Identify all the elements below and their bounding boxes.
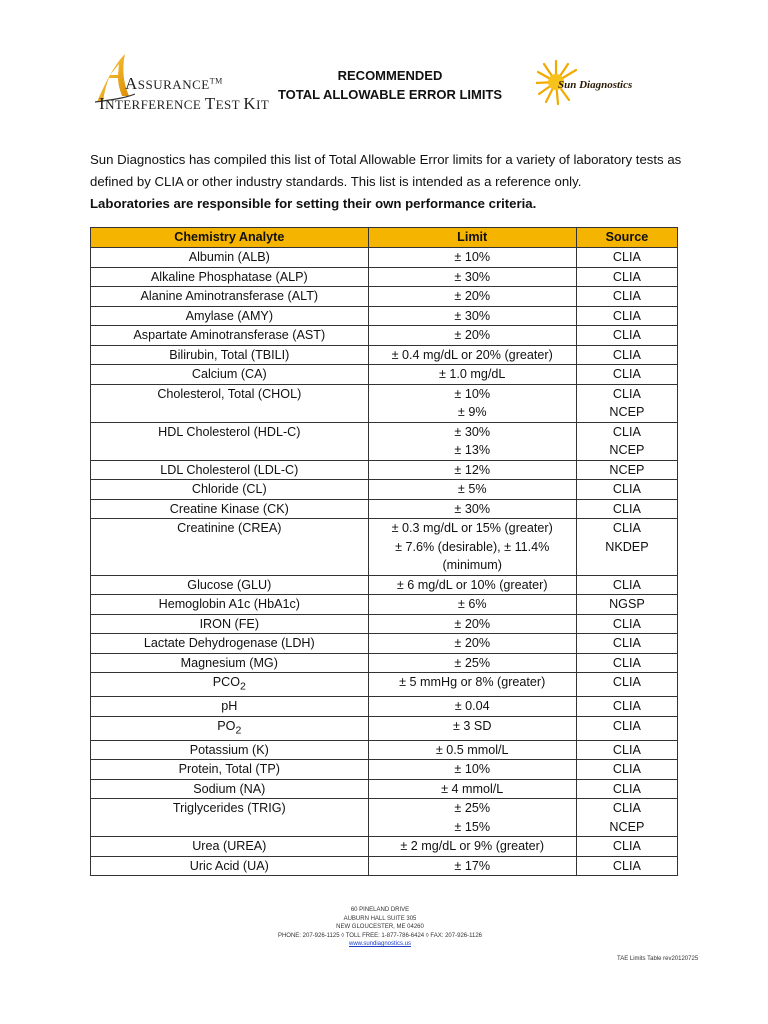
limit-value: ± 5 mmHg or 8% (greater): [399, 675, 546, 689]
source-cell: [576, 384, 677, 422]
limit-value: ± 30%: [454, 269, 491, 284]
limit-value: ± 13%: [454, 443, 491, 457]
source-cell: [576, 653, 677, 673]
table-row: [91, 799, 678, 837]
analyte-subscript: 2: [240, 680, 246, 693]
source-cell: [576, 326, 677, 346]
limit-cell: [368, 345, 576, 365]
limit-value: ± 2 mg/dL or 9% (greater): [400, 839, 545, 854]
analyte-cell: [91, 460, 369, 480]
limit-cell: [368, 326, 576, 346]
analyte-cell: [91, 422, 369, 460]
limit-value: ± 30%: [454, 501, 491, 516]
limit-cell: [368, 595, 576, 615]
limit-value: ± 30%: [454, 308, 491, 323]
source-value: CLIA: [612, 347, 641, 362]
source-value: NCEP: [609, 819, 645, 834]
source-cell: [576, 345, 677, 365]
source-value: CLIA: [612, 328, 641, 342]
source-cell: [576, 267, 677, 287]
source-cell: [576, 595, 677, 615]
limit-value: ± 10%: [454, 386, 491, 401]
source-value: CLIA: [612, 616, 641, 631]
source-value: CLIA: [612, 801, 641, 816]
header-analyte: Chemistry Analyte: [91, 228, 369, 248]
table-row: [91, 614, 678, 634]
table-header-row: [91, 228, 678, 248]
analyte-name: Alanine Aminotransferase (ALT): [140, 289, 319, 303]
limit-value: ± 3 SD: [453, 718, 492, 733]
source-value: NGSP: [609, 597, 645, 611]
limit-cell: [368, 779, 576, 799]
analyte-cell: [91, 634, 369, 654]
limit-value: ± 20%: [454, 616, 491, 631]
table-row: [91, 697, 678, 717]
revision-label: TAE Limits Table rev20120725: [617, 956, 699, 962]
source-cell: [576, 697, 677, 717]
analyte-name: Cholesterol, Total (CHOL): [157, 386, 302, 401]
analyte-name: PO: [217, 718, 236, 733]
analyte-cell: [91, 614, 369, 634]
source-cell: [576, 575, 677, 595]
source-cell: [576, 287, 677, 307]
limit-cell: [368, 740, 576, 760]
limit-value: ± 4 mmol/L: [441, 781, 504, 796]
source-cell: [576, 519, 677, 576]
title-line-1: RECOMMENDED: [337, 68, 443, 83]
analyte-name: Glucose (GLU): [187, 577, 272, 592]
sun-diagnostics-name: Sun Diagnostics: [558, 79, 633, 91]
limit-value: ± 20%: [454, 289, 491, 303]
source-value: CLIA: [612, 521, 641, 535]
source-value: CLIA: [612, 577, 641, 592]
source-cell: [576, 422, 677, 460]
table-row: [91, 267, 678, 287]
analyte-name: Chloride (CL): [191, 482, 267, 496]
table-row: [91, 653, 678, 673]
table-row: [91, 345, 678, 365]
limit-cell: [368, 634, 576, 654]
header-source: Source: [576, 228, 677, 248]
document-title: [270, 66, 510, 104]
limit-cell: [368, 460, 576, 480]
source-value: NCEP: [609, 443, 645, 457]
table-row: [91, 326, 678, 346]
tae-limits-table: [90, 227, 678, 876]
source-cell: [576, 460, 677, 480]
table-row: [91, 595, 678, 615]
analyte-cell: [91, 760, 369, 780]
analyte-name: Alkaline Phosphatase (ALP): [150, 269, 308, 284]
table-row: [91, 384, 678, 422]
source-cell: [576, 837, 677, 857]
source-cell: [576, 634, 677, 654]
intro-bold-text: Laboratories are responsible for setting their own performance criteria.: [90, 196, 537, 211]
limit-cell: [368, 248, 576, 268]
limit-cell: [368, 306, 576, 326]
table-row: [91, 499, 678, 519]
intro-text: Sun Diagnostics has compiled this list of Total Allowable Error limits for a variety of laboratory tests as defined by CLIA or other industry standards. This list is intended as a reference only.: [90, 152, 682, 189]
analyte-cell: [91, 595, 369, 615]
limit-value: ± 12%: [454, 462, 491, 477]
analyte-cell: [91, 779, 369, 799]
table-row: [91, 519, 678, 576]
analyte-cell: [91, 837, 369, 857]
analyte-cell: [91, 740, 369, 760]
table-row: [91, 480, 678, 500]
source-value: CLIA: [612, 308, 641, 323]
limit-value: ± 15%: [454, 819, 491, 834]
limit-cell: [368, 519, 576, 576]
limit-cell: [368, 673, 576, 697]
analyte-cell: [91, 575, 369, 595]
source-value: CLIA: [612, 367, 641, 381]
analyte-cell: [91, 499, 369, 519]
limit-value: ± 6%: [457, 597, 487, 611]
analyte-name: PCO: [212, 675, 241, 689]
source-value: CLIA: [612, 269, 641, 284]
limit-cell: [368, 267, 576, 287]
limit-value: (minimum): [442, 558, 502, 572]
table-row: [91, 779, 678, 799]
analyte-cell: [91, 673, 369, 697]
analyte-name: Urea (UREA): [192, 839, 267, 854]
source-value: CLIA: [612, 482, 641, 496]
limit-cell: [368, 697, 576, 717]
analyte-name: Creatine Kinase (CK): [169, 501, 289, 516]
source-cell: [576, 740, 677, 760]
table-row: [91, 422, 678, 460]
source-cell: [576, 365, 677, 385]
table-body: [91, 248, 678, 876]
analyte-cell: [91, 306, 369, 326]
source-cell: [576, 673, 677, 697]
limit-value: ± 0.3 mg/dL or 15% (greater): [391, 521, 553, 535]
table-row: [91, 287, 678, 307]
analyte-name: IRON (FE): [199, 616, 260, 631]
limit-value: ± 5%: [457, 482, 487, 496]
limit-cell: [368, 384, 576, 422]
source-value: CLIA: [612, 742, 641, 757]
source-cell: [576, 248, 677, 268]
analyte-cell: [91, 856, 369, 876]
limit-cell: [368, 614, 576, 634]
analyte-cell: [91, 653, 369, 673]
limit-cell: [368, 799, 576, 837]
limit-value: ± 7.6% (desirable), ± 11.4%: [395, 539, 550, 554]
address-line: AUBURN HALL SUITE 305: [343, 915, 417, 922]
limit-value: ± 25%: [454, 801, 491, 816]
analyte-name: Aspartate Aminotransferase (AST): [133, 328, 326, 342]
source-value: CLIA: [612, 839, 641, 854]
source-value: CLIA: [612, 289, 641, 303]
analyte-cell: [91, 716, 369, 740]
analyte-name: Bilirubin, Total (TBILI): [169, 347, 290, 362]
table-row: [91, 856, 678, 876]
analyte-cell: [91, 267, 369, 287]
footer-address: [230, 906, 530, 949]
header-limit: Limit: [368, 228, 576, 248]
limit-value: ± 6 mg/dL or 10% (greater): [396, 577, 548, 592]
limit-cell: [368, 480, 576, 500]
table-row: [91, 760, 678, 780]
intro-paragraph: [90, 149, 690, 215]
limit-cell: [368, 365, 576, 385]
source-value: CLIA: [612, 858, 641, 873]
source-cell: [576, 716, 677, 740]
analyte-cell: [91, 799, 369, 837]
source-cell: [576, 306, 677, 326]
table-row: [91, 575, 678, 595]
table-row: [91, 740, 678, 760]
analyte-cell: [91, 326, 369, 346]
limit-value: ± 10%: [454, 250, 491, 264]
analyte-name: Hemoglobin A1c (HbA1c): [158, 597, 300, 611]
address-line: NEW GLOUCESTER, ME 04260: [336, 924, 424, 930]
limit-value: ± 9%: [457, 405, 487, 419]
table-row: [91, 365, 678, 385]
address-line: 60 PINELAND DRIVE: [350, 907, 410, 913]
analyte-cell: [91, 697, 369, 717]
analyte-cell: [91, 519, 369, 576]
limit-value: ± 20%: [454, 636, 491, 650]
limit-value: ± 20%: [454, 328, 491, 342]
analyte-subscript: 2: [235, 724, 242, 737]
source-cell: [576, 799, 677, 837]
source-cell: [576, 856, 677, 876]
source-value: CLIA: [612, 424, 641, 439]
limit-value: ± 17%: [454, 858, 491, 873]
limit-value: ± 10%: [454, 762, 491, 777]
source-value: CLIA: [612, 699, 641, 714]
source-cell: [576, 480, 677, 500]
source-value: NCEP: [609, 405, 645, 419]
source-cell: [576, 499, 677, 519]
table-row: [91, 248, 678, 268]
table-row: [91, 460, 678, 480]
analyte-cell: [91, 384, 369, 422]
limit-cell: [368, 653, 576, 673]
website-link[interactable]: www.sundiagnostics.us: [348, 941, 412, 947]
table-row: [91, 716, 678, 740]
source-value: CLIA: [612, 718, 641, 733]
analyte-name: Amylase (AMY): [185, 308, 274, 323]
limit-cell: [368, 856, 576, 876]
limit-value: ± 25%: [454, 655, 491, 670]
analyte-cell: [91, 287, 369, 307]
analyte-name: Triglycerides (TRIG): [172, 801, 286, 816]
limit-cell: [368, 575, 576, 595]
source-cell: [576, 760, 677, 780]
source-value: NCEP: [609, 462, 645, 477]
analyte-name: Creatinine (CREA): [177, 521, 282, 535]
analyte-cell: [91, 345, 369, 365]
analyte-name: Potassium (K): [189, 742, 269, 757]
limit-cell: [368, 716, 576, 740]
analyte-name: pH: [221, 699, 238, 714]
limit-value: ± 0.5 mmol/L: [435, 742, 509, 757]
limit-value: ± 30%: [454, 424, 491, 439]
assurance-logo: [95, 52, 270, 114]
limit-value: ± 0.4 mg/dL or 20% (greater): [391, 347, 553, 362]
analyte-name: Uric Acid (UA): [189, 858, 269, 873]
limit-cell: [368, 760, 576, 780]
analyte-name: Calcium (CA): [191, 367, 267, 381]
analyte-name: HDL Cholesterol (HDL-C): [158, 424, 301, 439]
analyte-name: Albumin (ALB): [188, 250, 270, 264]
limit-cell: [368, 837, 576, 857]
source-value: CLIA: [612, 386, 641, 401]
source-value: CLIA: [612, 781, 641, 796]
source-value: CLIA: [612, 250, 641, 264]
analyte-name: LDL Cholesterol (LDL-C): [160, 462, 299, 477]
source-cell: [576, 779, 677, 799]
source-value: CLIA: [612, 501, 641, 516]
source-value: NKDEP: [605, 539, 649, 554]
table-row: [91, 634, 678, 654]
analyte-name: Magnesium (MG): [180, 655, 278, 670]
sun-diagnostics-logo: [536, 58, 666, 106]
kit-name-line: INTERFERENCE TEST KIT: [99, 94, 270, 113]
source-cell: [576, 614, 677, 634]
assurance-brand-line: ASSURANCE™: [125, 74, 223, 93]
limit-cell: [368, 499, 576, 519]
limit-cell: [368, 287, 576, 307]
analyte-name: Protein, Total (TP): [178, 762, 280, 777]
source-value: CLIA: [612, 636, 641, 650]
analyte-cell: [91, 248, 369, 268]
limit-value: ± 0.04: [454, 699, 490, 714]
table-row: [91, 837, 678, 857]
limit-value: ± 1.0 mg/dL: [439, 367, 506, 381]
contact-line: PHONE: 207-926-1125 ◊ TOLL FREE: 1-877-786-6424 ◊ FAX: 207-926-1126: [277, 932, 483, 939]
table-row: [91, 306, 678, 326]
source-value: CLIA: [612, 655, 641, 670]
analyte-name: Lactate Dehydrogenase (LDH): [143, 636, 315, 650]
title-line-2: TOTAL ALLOWABLE ERROR LIMITS: [277, 87, 503, 102]
analyte-cell: [91, 365, 369, 385]
source-value: CLIA: [612, 675, 641, 689]
table-row: [91, 673, 678, 697]
analyte-name: Sodium (NA): [193, 781, 266, 796]
limit-cell: [368, 422, 576, 460]
analyte-cell: [91, 480, 369, 500]
source-value: CLIA: [612, 762, 641, 777]
